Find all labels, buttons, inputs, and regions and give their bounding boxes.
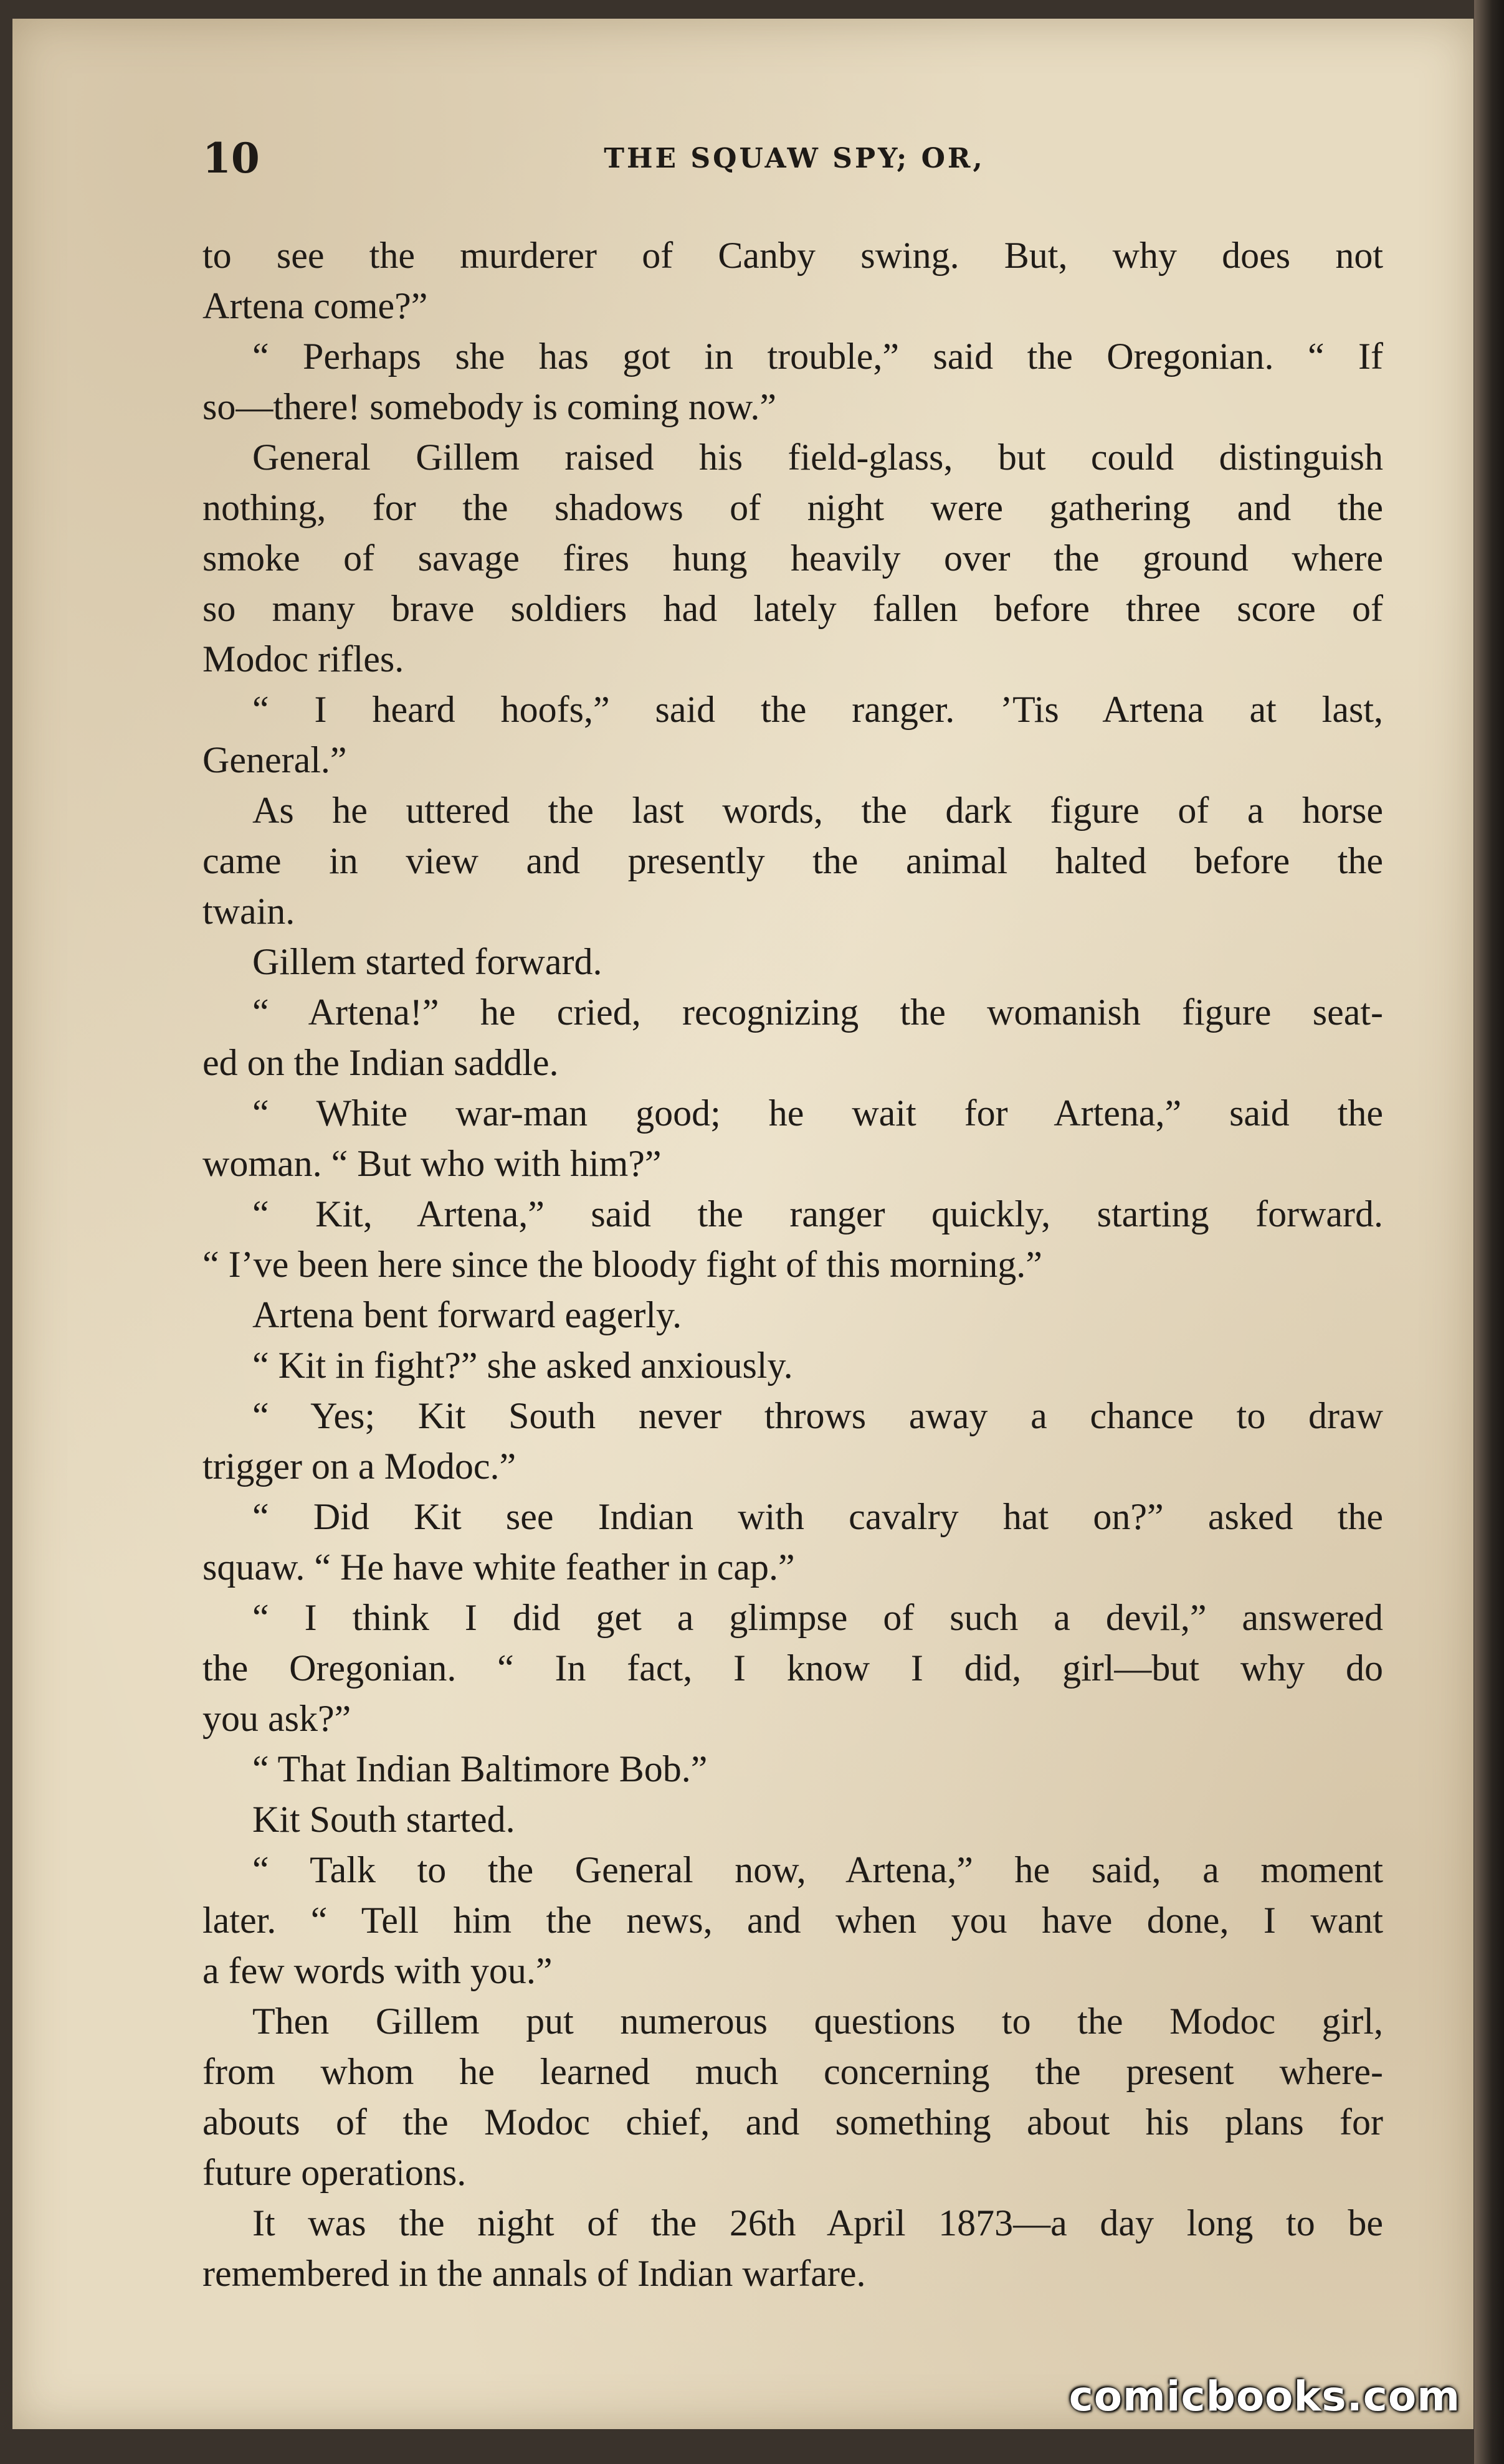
text-line: “ Artena!” he cried, recognizing the womanish figure seat- bbox=[252, 992, 1383, 1033]
watermark: comicbooks.com bbox=[1069, 2372, 1460, 2420]
text-line: As he uttered the last words, the dark figure of a horse bbox=[252, 790, 1383, 831]
text-line: abouts of the Modoc chief, and something about his plans for bbox=[202, 2102, 1383, 2143]
text-line: ed on the Indian saddle. bbox=[202, 1042, 559, 1083]
text-line: Gillem started forward. bbox=[252, 941, 602, 982]
text-line: to see the murderer of Canby swing. But, why does not bbox=[202, 235, 1383, 276]
text-line: “ Yes; Kit South never throws away a chance to draw bbox=[252, 1395, 1383, 1436]
page-number: 10 bbox=[202, 134, 260, 182]
text-line: “ I heard hoofs,” said the ranger. ’Tis Artena at last, bbox=[252, 689, 1383, 730]
text-line: Kit South started. bbox=[252, 1799, 515, 1840]
text-line: smoke of savage fires hung heavily over the ground where bbox=[202, 538, 1383, 579]
text-line: “ I think I did get a glimpse of such a devil,” answered bbox=[252, 1597, 1383, 1638]
text-line: came in view and presently the animal halted before the bbox=[202, 840, 1383, 881]
running-head: THE SQUAW SPY; OR, bbox=[604, 143, 985, 174]
text-line: Artena come?” bbox=[202, 285, 428, 326]
text-line: woman. “ But who with him?” bbox=[202, 1143, 662, 1184]
text-line: “ White war-man good; he wait for Artena,” said the bbox=[252, 1092, 1383, 1134]
book-spine-edge bbox=[1474, 0, 1504, 2464]
text-line: Artena bent forward eagerly. bbox=[252, 1294, 682, 1335]
text-line: Modoc rifles. bbox=[202, 638, 404, 680]
text-line: twain. bbox=[202, 891, 295, 932]
text-line: squaw. “ He have white feather in cap.” bbox=[202, 1547, 795, 1588]
text-line: “ Talk to the General now, Artena,” he said, a moment bbox=[252, 1849, 1383, 1890]
text-line: General.” bbox=[202, 739, 347, 780]
text-line: so—there! somebody is coming now.” bbox=[202, 386, 776, 427]
text-line: from whom he learned much concerning the present where- bbox=[202, 2051, 1383, 2092]
text-line: Then Gillem put numerous questions to the Modoc girl, bbox=[252, 2001, 1383, 2042]
text-line: “ That Indian Baltimore Bob.” bbox=[252, 1748, 708, 1789]
text-line: “ Perhaps she has got in trouble,” said the Oregonian. “ If bbox=[252, 336, 1383, 377]
page-header bbox=[202, 134, 1386, 190]
body-text bbox=[202, 230, 1383, 2299]
text-line: It was the night of the 26th April 1873—a day long to be bbox=[252, 2202, 1383, 2244]
text-line: later. “ Tell him the news, and when you have done, I want bbox=[202, 1900, 1383, 1941]
text-line: the Oregonian. “ In fact, I know I did, girl—but why do bbox=[202, 1647, 1383, 1689]
text-line: nothing, for the shadows of night were gathering and the bbox=[202, 487, 1383, 528]
text-line: remembered in the annals of Indian warfare. bbox=[202, 2253, 866, 2294]
text-line: “ I’ve been here since the bloody fight of this morning.” bbox=[202, 1244, 1042, 1285]
text-line: “ Kit in fight?” she asked anxiously. bbox=[252, 1345, 793, 1386]
text-line: so many brave soldiers had lately fallen before three score of bbox=[202, 588, 1383, 629]
text-line: “ Did Kit see Indian with cavalry hat on?” asked the bbox=[252, 1496, 1383, 1537]
text-line: General Gillem raised his field-glass, but could distinguish bbox=[252, 437, 1383, 478]
text-line: trigger on a Modoc.” bbox=[202, 1446, 516, 1487]
text-line: you ask?” bbox=[202, 1698, 351, 1739]
text-line: future operations. bbox=[202, 2152, 467, 2193]
text-line: “ Kit, Artena,” said the ranger quickly, starting forward. bbox=[252, 1193, 1383, 1234]
text-line: a few words with you.” bbox=[202, 1950, 553, 1991]
